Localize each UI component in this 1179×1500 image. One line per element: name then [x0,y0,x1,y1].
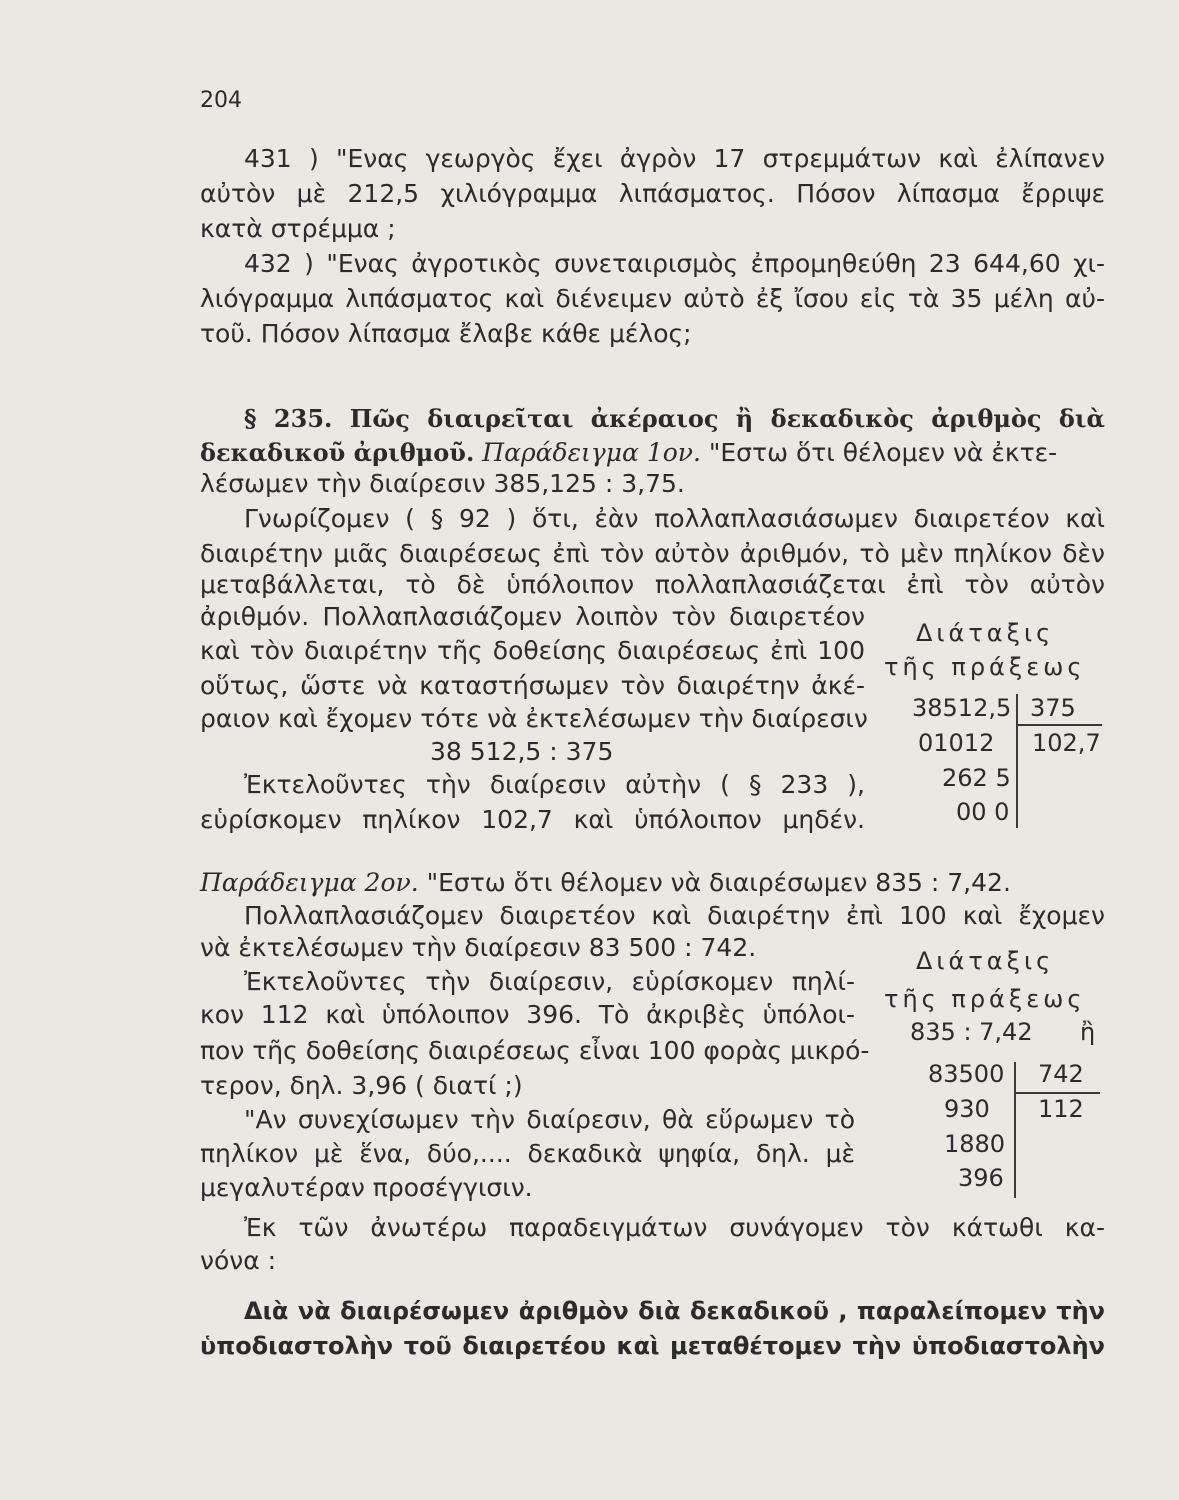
exercise-431-line2: αὐτὸν μὲ 212,5 χιλιόγραμμα λιπάσματος. Πόσον λίπασμα ἔρριψε [200,179,1105,208]
body-line: πηλίκον μὲ ἕνα, δύο,.... δεκαδικὰ ψηφία, δηλ. μὲ [200,1139,855,1168]
exercise-431-line3: κατὰ στρέμμα ; [200,214,396,243]
layout1-divisor: 375 [1030,694,1076,722]
section-heading-cont: δεκαδικοῦ ἀριθμοῦ. [200,438,475,467]
body-line: νόνα : [200,1246,277,1275]
body-line: τερον, δηλ. 3,96 ( διατί ;) [200,1071,523,1100]
layout1-divider [1016,694,1018,828]
body-line: πον τῆς δοθείσης διαιρέσεως εἶναι 100 φορὰς μικρό- [200,1036,870,1065]
example-1-label: Παράδειγμα 1ον. [482,438,701,467]
layout2-divider [1014,1062,1016,1198]
layout2-conjunction: ἢ [1080,1018,1096,1046]
layout1-quotient: 102,7 [1032,729,1101,757]
body-line: κον 112 καὶ ὑπόλοιπον 396. Τὸ ἀκριβὲς ὑπόλοι- [200,1000,855,1029]
layout2-step: 930 [944,1095,990,1123]
layout2-subtitle: τῆς πράξεως [884,985,1086,1013]
layout2-step: 396 [958,1164,1004,1192]
layout2-divisor: 742 [1038,1060,1084,1088]
example-2-intro: "Εστω ὅτι θέλομεν νὰ διαιρέσωμεν 835 : 7,42. [426,868,1011,897]
body-line: Ἐκτελοῦντες τὴν διαίρεσιν αὐτὴν ( § 233 ), [244,770,865,799]
example-2-line [200,867,1011,899]
exercise-432-line2: λιόγραμμα λιπάσματος καὶ διένειμεν αὐτὸ ἐξ ἴσου εἰς τὰ 35 μέλη αὐ- [200,284,1105,313]
body-line: Ἐκ τῶν ἀνωτέρω παραδειγμάτων συνάγομεν τὸν κάτωθι κα- [244,1213,1105,1242]
layout1-subtitle: τῆς πράξεως [884,653,1086,681]
body-line: εὑρίσκομεν πηλίκον 102,7 καὶ ὑπόλοιπον μηδέν. [200,805,865,834]
body-line: Πολλαπλασιάζομεν διαιρετέον καὶ διαιρέτην ἐπὶ 100 καὶ ἔχομεν [244,901,1105,930]
layout1-dividend: 38512,5 [912,694,1012,722]
layout1-title: Διάταξις [916,619,1055,647]
layout1-step: 262 5 [942,764,1011,792]
layout1-quotient-bar [1016,724,1102,726]
layout2-dividend: 83500 [928,1060,1005,1088]
body-line: μεταβάλλεται, τὸ δὲ ὑπόλοιπον πολλαπλασιάζεται ἐπὶ τὸν αὐτὸν [200,570,1105,599]
division-expression: 38 512,5 : 375 [430,737,614,766]
rule-statement-line2: ὑποδιαστολὴν τοῦ διαιρετέου καὶ μεταθέτομεν τὴν ὑποδιαστολὴν [200,1332,1105,1360]
layout2-step: 1880 [944,1130,1006,1158]
body-line: μεγαλυτέραν προσέγγισιν. [200,1173,533,1202]
body-line: διαιρέτην μιᾶς διαιρέσεως ἐπὶ τὸν αὐτὸν ἀριθμόν, τὸ μὲν πηλίκον δὲν [200,539,1105,568]
body-line: Γνωρίζομεν ( § 92 ) ὅτι, ἐὰν πολλαπλασιάσωμεν διαιρετέον καὶ [244,504,1105,533]
body-line: Ἐκτελοῦντες τὴν διαίρεσιν, εὑρίσκομεν πηλί- [244,967,855,996]
layout2-quotient-bar [1014,1092,1100,1094]
body-line: "Αν συνεχίσωμεν τὴν διαίρεσιν, θὰ εὕρωμεν τὸ [244,1105,855,1134]
example-2-label: Παράδειγμα 2ον. [200,868,419,897]
section-heading-line2 [200,437,1105,469]
body-line: νὰ ἐκτελέσωμεν τὴν διαίρεσιν 83 500 : 742. [200,933,757,962]
body-line: ἀριθμόν. Πολλαπλασιάζομεν λοιπὸν τὸν διαιρετέον [200,602,865,631]
layout2-title: Διάταξις [916,947,1055,975]
layout1-step: 00 0 [956,798,1010,826]
body-line: ραιον καὶ ἔχομεν τότε νὰ ἐκτελέσωμεν τὴν διαίρεσιν [200,704,868,733]
rule-statement-line1: Διὰ νὰ διαιρέσωμεν ἀριθμὸν διὰ δεκαδικοῦ , παραλείπομεν τὴν [244,1297,1105,1325]
example-1-intro: "Εστω ὅτι θέλομεν νὰ ἐκτε- [708,438,1058,467]
body-line: οὕτως, ὥστε νὰ καταστήσωμεν τὸν διαιρέτην ἀκέ- [200,671,865,700]
page-number: 204 [200,88,242,113]
exercise-432-line3: τοῦ. Πόσον λίπασμα ἔλαβε κάθε μέλος; [200,319,692,348]
body-line: καὶ τὸν διαιρέτην τῆς δοθείσης διαιρέσεως ἐπὶ 100 [200,636,865,665]
layout2-problem: 835 : 7,42 [910,1018,1033,1046]
layout1-step: 01012 [918,729,995,757]
layout2-quotient: 112 [1038,1095,1084,1123]
section-heading-line1: § 235. Πῶς διαιρεῖται ἀκέραιος ἢ δεκαδικὸς ἀριθμὸς διὰ [244,404,1105,433]
exercise-432-line1: 432 ) "Ενας ἀγροτικὸς συνεταιρισμὸς ἐπρομηθεύθη 23 644,60 χι- [244,249,1105,278]
body-line: λέσωμεν τὴν διαίρεσιν 385,125 : 3,75. [200,469,685,498]
exercise-431-line1: 431 ) "Ενας γεωργὸς ἔχει ἀγρὸν 17 στρεμμάτων καὶ ἐλίπανεν [244,144,1105,173]
